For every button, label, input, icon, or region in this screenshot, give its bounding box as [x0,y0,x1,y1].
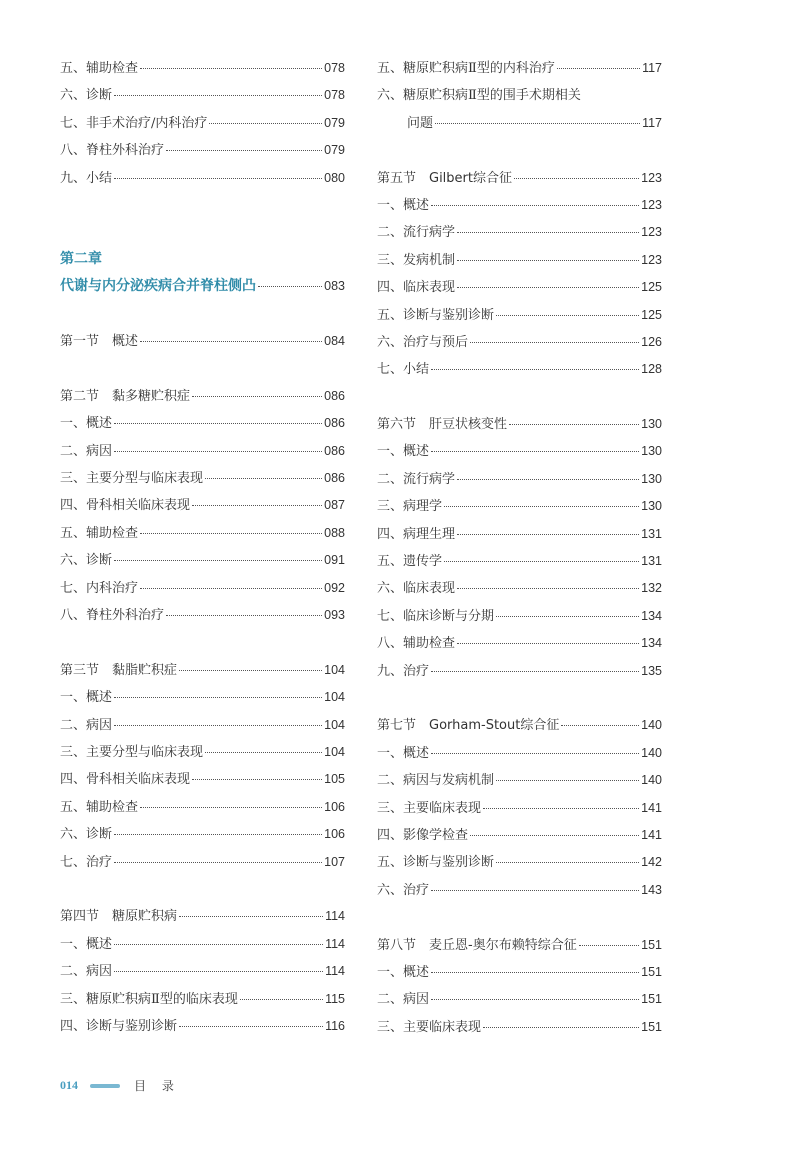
entry-title: 一、概述 [377,745,430,761]
leader-dots [192,395,322,397]
page-number: 078 [324,61,345,75]
page-number: 104 [324,744,345,759]
page-number: 134 [641,636,662,651]
toc-group [377,55,662,82]
chapter-title: 代谢与内分泌疾病合并脊柱侧凸 [60,278,256,295]
toc-entry[interactable] [60,958,345,985]
entry-title: 第一节 概述 [60,334,139,350]
page-footer [60,1077,180,1094]
toc-entry[interactable] [377,521,662,548]
page-number: 128 [641,362,662,377]
spacer [377,384,662,411]
page-number: 106 [324,799,345,814]
toc-entry[interactable] [60,821,345,848]
entry-title: 七、临床诊断与分期 [377,608,495,624]
leader-dots [496,779,639,781]
page-number: 093 [324,608,345,623]
leader-dots [140,67,322,69]
entry-title: 六、诊断 [60,827,113,843]
entry-title: 二、病因 [60,717,113,733]
toc-entry[interactable] [377,575,662,602]
page-number: 114 [325,936,345,951]
toc-entry[interactable] [377,658,662,685]
toc-entry-section[interactable] [377,165,662,192]
entry-title: 九、小结 [60,170,113,186]
leader-dots [514,177,639,179]
entry-title: 一、概述 [60,690,113,706]
toc-entry[interactable] [60,137,345,164]
leader-dots [431,368,639,370]
entry-title: 五、辅助检查 [60,799,139,815]
page-number: 125 [641,307,662,322]
page-number: 151 [641,937,662,952]
toc-entry[interactable] [60,849,345,876]
page-number: 140 [641,718,662,733]
leader-dots [192,778,322,780]
leader-dots [431,971,639,973]
spacer [60,301,345,328]
toc-group [60,383,345,410]
page-number: 126 [641,334,662,349]
leader-dots [140,587,322,589]
leader-dots [457,533,639,535]
toc-group [377,192,662,384]
entry-title: 七、非手术治疗/内科治疗 [60,115,208,131]
leader-dots [483,807,639,809]
page-number: 087 [324,498,345,513]
entry-title: 第三节 黏脂贮积症 [60,662,178,678]
toc-entry[interactable] [377,603,662,630]
page-number: 080 [324,170,345,185]
page-number: 143 [641,882,662,897]
leader-dots [483,1026,639,1028]
page-number: 104 [324,717,345,732]
leader-dots [431,998,639,1000]
entry-title: 六、临床表现 [377,581,456,597]
entry-title: 三、主要临床表现 [377,1019,482,1035]
leader-dots [140,532,322,534]
entry-title: 三、主要临床表现 [377,800,482,816]
page-number: 114 [325,909,345,924]
page-number: 088 [324,525,345,540]
entry-title: 八、脊柱外科治疗 [60,143,165,159]
entry-title: 六、治疗与预后 [377,334,469,350]
entry-title: 第七节 Gorham-Stout综合征 [377,718,560,734]
entry-title: 四、病理生理 [377,526,456,542]
toc-entry[interactable] [60,438,345,465]
page-number: 142 [641,855,662,870]
page-number: 117 [642,115,662,130]
page-number: 130 [641,471,662,486]
leader-dots [114,943,323,945]
page-number: 114 [325,964,345,979]
leader-dots [114,450,322,452]
toc-entry[interactable] [60,55,345,82]
page-number: 141 [641,827,662,842]
toc-entry[interactable] [60,165,345,192]
toc-entry-section[interactable] [377,411,662,438]
toc-group [377,712,662,739]
leader-dots [114,94,322,96]
toc-entry[interactable] [60,931,345,958]
page-number: 141 [641,800,662,815]
page-number: 107 [324,854,345,869]
entry-title: 二、病因 [60,964,113,980]
entry-title: 一、概述 [377,444,430,460]
spacer [60,192,345,246]
page-number: 079 [324,143,345,158]
leader-dots [509,423,639,425]
entry-title: 八、脊柱外科治疗 [60,608,165,624]
toc-entry-section[interactable] [377,712,662,739]
leader-dots [114,696,322,698]
toc-group [377,959,662,1041]
page-number: 151 [641,964,662,979]
page-number: 130 [641,444,662,459]
toc-entry[interactable] [377,740,662,767]
leader-dots [179,915,323,917]
page-number: 086 [324,416,345,431]
leader-dots [579,944,639,946]
footer-accent-bar [90,1084,120,1088]
leader-dots [444,505,639,507]
toc-entry[interactable] [377,877,662,904]
page-number: 086 [324,443,345,458]
entry-title: 四、临床表现 [377,280,456,296]
toc-entry[interactable] [60,712,345,739]
leader-dots [435,122,640,124]
leader-dots [496,314,639,316]
toc-entry-multiline-second[interactable] [377,110,662,137]
toc-entry[interactable] [60,766,345,793]
page-number: 086 [324,388,345,403]
entry-title: 五、诊断与鉴别诊断 [377,855,495,871]
leader-dots [457,286,639,288]
leader-dots [114,724,322,726]
page-number: 078 [324,88,345,103]
entry-title: 一、概述 [377,964,430,980]
toc-group [60,657,345,684]
entry-title: 二、流行病学 [377,225,456,241]
toc-group [377,932,662,959]
leader-dots [179,1025,323,1027]
entry-title: 第四节 糖原贮积病 [60,909,178,925]
page-number: 131 [641,554,662,569]
toc-entry[interactable] [377,493,662,520]
spacer [60,629,345,656]
page-number: 151 [641,1019,662,1034]
toc-group [377,740,662,904]
page-number: 131 [641,526,662,541]
page-number: 083 [324,279,345,294]
page-number: 123 [641,252,662,267]
leader-dots [457,231,639,233]
toc-entry-section[interactable] [60,657,345,684]
page-number: 086 [324,471,345,486]
leader-dots [114,559,322,561]
toc-entry[interactable] [377,1014,662,1041]
page-number: 134 [641,608,662,623]
page-number: 084 [324,334,345,349]
toc-entry[interactable] [377,767,662,794]
entry-title: 第五节 Gilbert综合征 [377,170,512,186]
entry-title: 七、治疗 [60,854,113,870]
page-number: 123 [641,197,662,212]
toc-group [377,165,662,192]
toc-entry[interactable] [377,274,662,301]
page-number: 079 [324,115,345,130]
toc-entry[interactable] [377,795,662,822]
page-number: 104 [324,690,345,705]
entry-title: 九、治疗 [377,663,430,679]
toc-entry[interactable] [60,82,345,109]
entry-title: 五、遗传学 [377,554,443,570]
leader-dots [457,642,639,644]
toc-group [60,931,345,1041]
toc-entry[interactable] [377,959,662,986]
spacer [377,685,662,712]
entry-title: 四、影像学检查 [377,827,469,843]
entry-title: 一、概述 [60,936,113,952]
entry-title: 五、辅助检查 [60,61,139,76]
toc-entry[interactable] [60,110,345,137]
page-number: 140 [641,773,662,788]
leader-dots [557,67,640,69]
entry-title: 一、概述 [377,197,430,213]
leader-dots [431,204,639,206]
entry-title: 第二节 黏多糖贮积症 [60,388,191,404]
leader-dots [431,450,639,452]
toc-entry[interactable] [377,822,662,849]
toc-entry[interactable] [377,849,662,876]
page-number: 130 [641,499,662,514]
page-number: 132 [641,581,662,596]
toc-group [60,55,345,192]
toc-entry[interactable] [60,465,345,492]
spacer [377,137,662,164]
leader-dots [240,998,323,1000]
toc-entry[interactable] [60,492,345,519]
entry-title: 四、骨科相关临床表现 [60,772,191,788]
toc-entry-chapter[interactable] [60,273,345,300]
toc-entry[interactable] [377,219,662,246]
leader-dots [166,149,322,151]
entry-title: 第六节 肝豆状核变性 [377,417,508,433]
toc-entry[interactable] [60,520,345,547]
entry-title: 四、诊断与鉴别诊断 [60,1018,178,1034]
leader-dots [114,422,322,424]
toc-entry[interactable] [60,794,345,821]
toc-entry[interactable] [377,356,662,383]
entry-title: 第八节 麦丘恩-奥尔布赖特综合征 [377,937,577,953]
page-number: 151 [641,992,662,1007]
page-number: 125 [641,280,662,295]
leader-dots [192,504,322,506]
toc-right-column [377,55,662,1041]
page-number: 091 [324,553,345,568]
toc-entry[interactable] [60,739,345,766]
toc-entry[interactable] [60,547,345,574]
toc-entry[interactable] [60,410,345,437]
leader-dots [496,615,639,617]
footer-page-number: 014 [60,1078,78,1092]
leader-dots [114,177,322,179]
entry-title: 问题 [407,115,434,131]
leader-dots [205,477,322,479]
entry-title: 五、诊断与鉴别诊断 [377,307,495,323]
spacer [60,356,345,383]
entry-title: 二、病因 [60,443,113,459]
entry-title: 六、糖原贮积病Ⅱ型的围手术期相关 [377,88,581,104]
leader-dots [561,724,639,726]
leader-dots [209,122,322,124]
page-number: 140 [641,745,662,760]
toc-entry[interactable] [377,302,662,329]
toc-entry[interactable] [60,602,345,629]
leader-dots [470,341,639,343]
entry-title: 二、病因 [377,992,430,1008]
toc-entry[interactable] [377,438,662,465]
toc-group [377,438,662,685]
entry-title: 二、流行病学 [377,471,456,487]
entry-title: 三、糖原贮积病Ⅱ型的临床表现 [60,991,238,1007]
leader-dots [496,861,639,863]
leader-dots [444,560,639,562]
entry-title: 五、糖原贮积病Ⅱ型的内科治疗 [377,61,555,76]
leader-dots [114,970,323,972]
footer-label: 目 录 [134,1079,180,1093]
toc-entry-section[interactable] [60,383,345,410]
leader-dots [431,889,639,891]
entry-title: 七、小结 [377,362,430,378]
chapter-label: 第二章 [60,250,102,267]
entry-title: 三、发病机制 [377,252,456,268]
toc-entry[interactable] [60,986,345,1013]
toc-entry[interactable] [60,575,345,602]
page-number: 092 [324,580,345,595]
page-number: 115 [325,991,345,1006]
toc-entry-multiline-first[interactable] [377,82,662,109]
page-number: 106 [324,827,345,842]
toc-entry-section[interactable] [60,328,345,355]
toc-entry[interactable] [60,684,345,711]
page-number: 116 [325,1018,345,1033]
toc-entry[interactable] [377,466,662,493]
spacer [377,904,662,931]
toc-entry[interactable] [377,986,662,1013]
entry-title: 六、诊断 [60,553,113,569]
entry-title: 二、病因与发病机制 [377,773,495,789]
toc-entry[interactable] [377,630,662,657]
leader-dots [431,670,639,672]
leader-dots [258,285,322,287]
toc-entry[interactable] [377,247,662,274]
leader-dots [166,614,322,616]
page-number: 104 [324,662,345,677]
leader-dots [140,340,322,342]
entry-title: 四、骨科相关临床表现 [60,498,191,514]
entry-title: 七、内科治疗 [60,580,139,596]
page-number: 105 [324,772,345,787]
entry-title: 六、治疗 [377,882,430,898]
leader-dots [457,478,639,480]
leader-dots [457,587,639,589]
page-number: 117 [642,61,662,75]
toc-left-column [60,55,345,1040]
entry-title: 八、辅助检查 [377,636,456,652]
toc-entry-section[interactable] [60,903,345,930]
toc-entry[interactable] [377,548,662,575]
toc-group [60,684,345,876]
entry-title: 五、辅助检查 [60,525,139,541]
leader-dots [470,834,639,836]
entry-title: 六、诊断 [60,88,113,104]
toc-group [60,328,345,355]
toc-group [60,903,345,930]
toc-entry[interactable] [377,192,662,219]
toc-group [377,411,662,438]
page-number: 135 [641,663,662,678]
leader-dots [140,806,322,808]
page-number: 130 [641,417,662,432]
entry-title: 三、病理学 [377,499,443,515]
entry-title: 三、主要分型与临床表现 [60,471,204,487]
toc-entry[interactable] [377,55,662,82]
toc-entry[interactable] [377,329,662,356]
entry-title: 三、主要分型与临床表现 [60,744,204,760]
leader-dots [114,861,322,863]
toc-entry[interactable] [60,1013,345,1040]
entry-title: 一、概述 [60,416,113,432]
leader-dots [205,751,322,753]
page-number: 123 [641,225,662,240]
toc-entry-section[interactable] [377,932,662,959]
page-number: 123 [641,170,662,185]
leader-dots [457,259,639,261]
leader-dots [114,833,322,835]
leader-dots [431,752,639,754]
spacer [60,876,345,903]
toc-group [60,410,345,629]
leader-dots [179,669,322,671]
